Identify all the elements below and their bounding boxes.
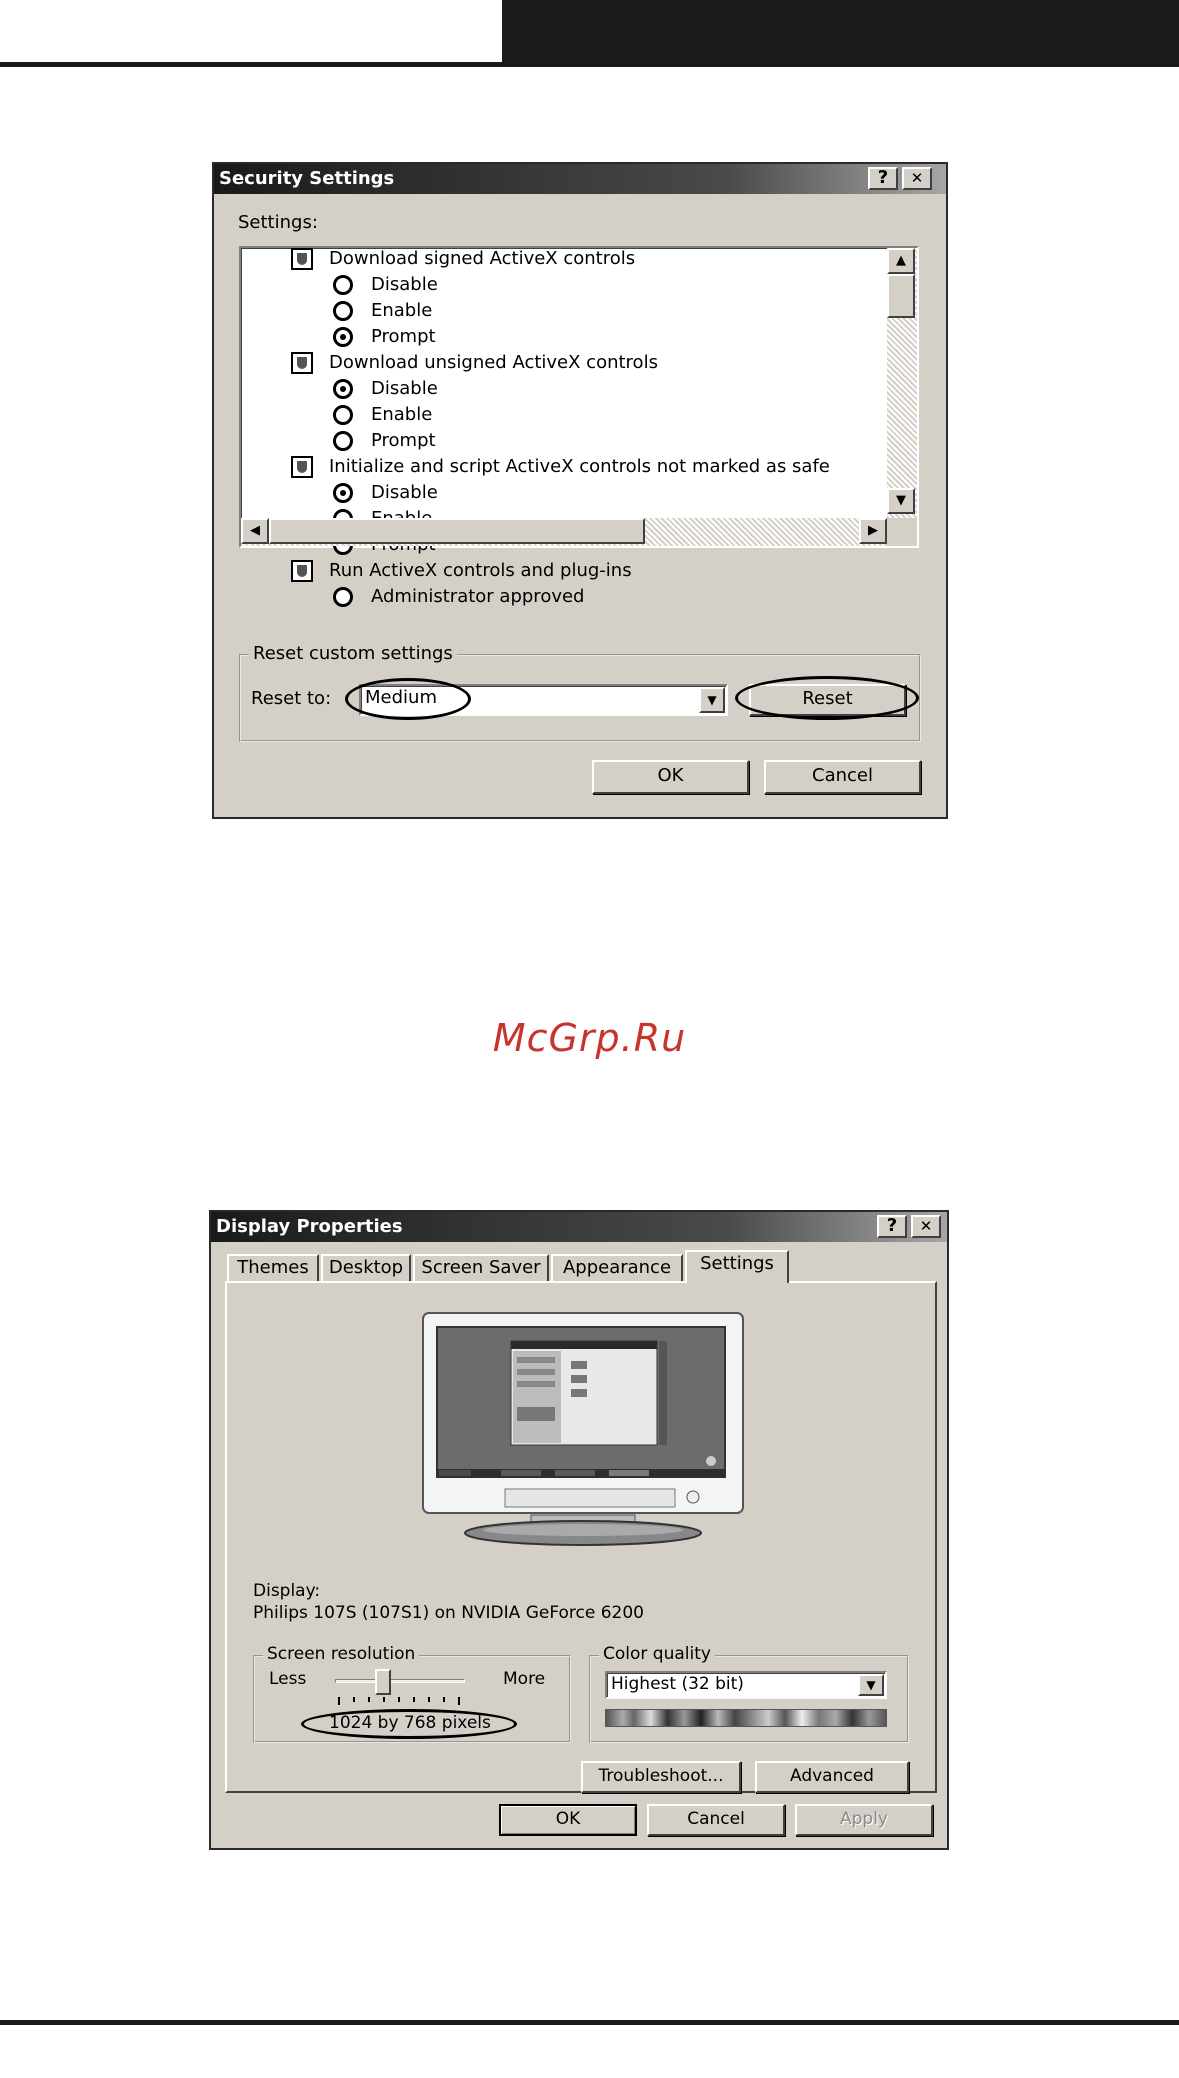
tab-screen-saver[interactable]: Screen Saver — [413, 1254, 549, 1282]
top-header-block — [502, 0, 1179, 67]
resolution-ticks — [339, 1697, 463, 1707]
settings-category-icon — [291, 560, 313, 582]
settings-tab-panel — [225, 1281, 937, 1793]
settings-category-icon — [291, 352, 313, 374]
vertical-scroll-thumb[interactable] — [887, 274, 915, 318]
settings-category-label: Download signed ActiveX controls — [329, 248, 636, 269]
scroll-right-button[interactable]: ▶ — [859, 518, 887, 544]
horizontal-scroll-thumb[interactable] — [269, 518, 645, 544]
settings-option-label: Prompt — [371, 326, 436, 347]
chevron-down-icon[interactable]: ▼ — [858, 1674, 884, 1696]
horizontal-scrollbar[interactable] — [241, 518, 887, 546]
scroll-up-button[interactable]: ▲ — [887, 248, 915, 274]
tab-themes[interactable]: Themes — [227, 1254, 319, 1282]
security-title: Security Settings — [219, 168, 395, 189]
reset-custom-settings-group — [239, 643, 921, 742]
reset-to-value: Medium — [365, 687, 437, 708]
screen-resolution-group — [253, 1644, 571, 1743]
advanced-button[interactable]: Advanced — [755, 1761, 909, 1793]
display-label: Display: — [253, 1581, 321, 1601]
settings-option-label: Prompt — [371, 430, 436, 451]
more-label: More — [503, 1669, 546, 1689]
reset-button[interactable]: Reset — [749, 684, 906, 716]
resolution-slider-track — [335, 1679, 465, 1683]
radio-button[interactable] — [333, 327, 353, 347]
settings-option-label: Enable — [371, 300, 433, 321]
settings-label: Settings: — [238, 212, 318, 233]
color-quality-value: Highest (32 bit) — [611, 1674, 744, 1694]
apply-button[interactable]: Apply — [795, 1804, 933, 1836]
help-button[interactable]: ? — [868, 167, 898, 190]
tab-appearance[interactable]: Appearance — [551, 1254, 683, 1282]
radio-button[interactable] — [333, 587, 353, 607]
settings-option-label: Disable — [371, 482, 438, 503]
scroll-left-button[interactable]: ◀ — [241, 518, 269, 544]
radio-button[interactable] — [333, 431, 353, 451]
resolution-slider-thumb[interactable] — [375, 1669, 391, 1695]
chevron-down-icon[interactable]: ▼ — [699, 687, 725, 713]
radio-button[interactable] — [333, 483, 353, 503]
settings-option-label: Disable — [371, 274, 438, 295]
display-titlebar — [211, 1212, 947, 1242]
troubleshoot-button[interactable]: Troubleshoot... — [581, 1761, 741, 1793]
settings-option-label: Administrator approved — [371, 586, 585, 607]
tab-desktop[interactable]: Desktop — [321, 1254, 411, 1282]
reset-to-highlight-oval — [345, 678, 471, 720]
resolution-highlight-oval — [301, 1709, 517, 1739]
watermark: McGrp.Ru — [492, 1016, 687, 1060]
settings-listbox[interactable] — [239, 246, 919, 607]
close-button[interactable]: ✕ — [911, 1215, 941, 1238]
reset-button-highlight-oval — [735, 676, 919, 720]
color-gradient-bar — [605, 1709, 887, 1727]
vertical-scrollbar[interactable] — [887, 248, 917, 518]
color-quality-legend: Color quality — [599, 1644, 715, 1664]
color-quality-group — [589, 1644, 909, 1743]
radio-button[interactable] — [333, 301, 353, 321]
close-button[interactable]: ✕ — [902, 167, 932, 190]
display-title: Display Properties — [216, 1216, 403, 1237]
settings-category-icon — [291, 456, 313, 478]
less-label: Less — [269, 1669, 307, 1689]
display-properties-dialog — [209, 1210, 949, 1850]
display-value: Philips 107S (107S1) on NVIDIA GeForce 6200 — [253, 1603, 644, 1623]
top-rule — [0, 62, 504, 67]
color-quality-select[interactable] — [605, 1671, 887, 1699]
settings-category-icon — [291, 248, 313, 270]
scroll-corner — [887, 518, 917, 546]
settings-category-label: Run ActiveX controls and plug-ins — [329, 560, 632, 581]
settings-option-label: Disable — [371, 378, 438, 399]
monitor-preview — [421, 1311, 745, 1561]
security-titlebar — [214, 164, 946, 194]
settings-category-label: Download unsigned ActiveX controls — [329, 352, 658, 373]
reset-to-label: Reset to: — [251, 688, 332, 709]
cancel-button[interactable]: Cancel — [764, 760, 921, 794]
reset-group-legend: Reset custom settings — [249, 643, 457, 664]
settings-option-label: Enable — [371, 404, 433, 425]
resolution-legend: Screen resolution — [263, 1644, 419, 1664]
help-button[interactable]: ? — [877, 1215, 907, 1238]
security-settings-dialog — [212, 162, 948, 819]
radio-button[interactable] — [333, 405, 353, 425]
cancel-button[interactable]: Cancel — [647, 1804, 785, 1836]
scroll-down-button[interactable]: ▼ — [887, 488, 915, 514]
ok-button[interactable]: OK — [499, 1804, 637, 1836]
resolution-value: 1024 by 768 pixels — [329, 1713, 491, 1733]
settings-category-label: Initialize and script ActiveX controls not marked as safe — [329, 456, 830, 477]
tab-settings[interactable]: Settings — [685, 1250, 789, 1283]
radio-button[interactable] — [333, 275, 353, 295]
radio-button[interactable] — [333, 379, 353, 399]
ok-button[interactable]: OK — [592, 760, 749, 794]
bottom-rule — [0, 2020, 1179, 2025]
